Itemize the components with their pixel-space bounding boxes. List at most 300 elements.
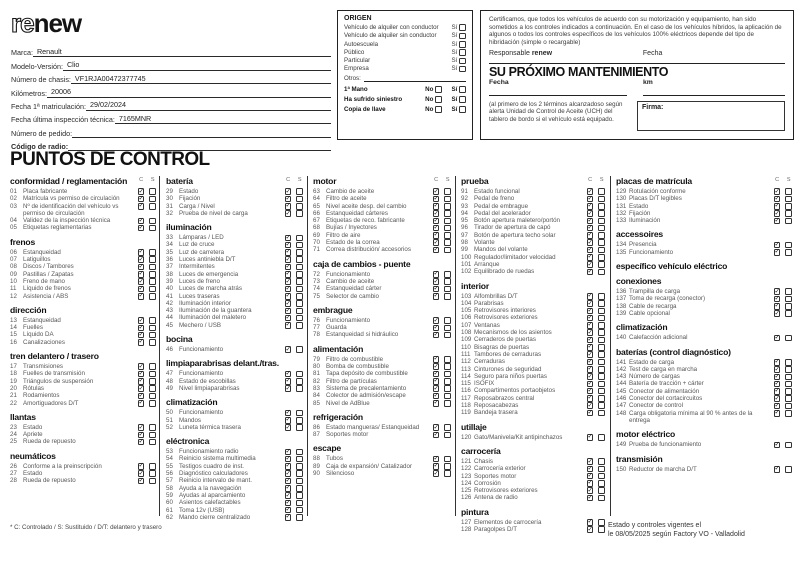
checkbox-c[interactable]: ✓ [774, 394, 780, 402]
checkbox-s[interactable] [296, 242, 303, 249]
checkbox-s[interactable] [598, 188, 605, 195]
checkbox-c[interactable]: ✓ [285, 263, 291, 271]
checkbox-s[interactable] [444, 218, 451, 225]
checkbox-s[interactable] [598, 329, 605, 336]
checkbox-s[interactable] [598, 373, 605, 380]
checkbox-c[interactable]: ✓ [433, 469, 439, 477]
checkbox-s[interactable] [598, 495, 605, 502]
checkbox-c[interactable]: ✓ [285, 187, 291, 195]
checkbox-s[interactable] [296, 188, 303, 195]
checkbox-c[interactable]: ✓ [587, 253, 593, 261]
checkbox-c[interactable]: ✓ [587, 409, 593, 416]
checkbox-s[interactable] [149, 271, 156, 278]
checkbox-s[interactable] [785, 249, 792, 256]
checkbox-c[interactable]: ✓ [587, 299, 593, 307]
checkbox-s[interactable] [598, 480, 605, 487]
checkbox-c[interactable]: ✓ [138, 202, 144, 210]
checkbox-s[interactable] [785, 388, 792, 395]
checkbox-s[interactable] [296, 256, 303, 263]
checkbox-s[interactable] [149, 286, 156, 293]
checkbox-c[interactable]: ✓ [285, 345, 291, 353]
checkbox-s[interactable] [444, 463, 451, 470]
checkbox-s[interactable] [444, 356, 451, 363]
checkbox-c[interactable]: ✓ [433, 355, 439, 363]
checkbox-s[interactable] [444, 196, 451, 203]
checkbox-c[interactable]: ✓ [433, 323, 439, 331]
checkbox-c[interactable]: ✓ [587, 433, 593, 441]
checkbox-c[interactable]: ✓ [433, 377, 439, 385]
checkbox-c[interactable]: ✓ [138, 331, 144, 339]
checkbox-s[interactable] [296, 410, 303, 417]
checkbox-c[interactable]: ✓ [433, 430, 439, 438]
checkbox-c[interactable]: ✓ [138, 263, 144, 271]
checkbox-c[interactable]: ✓ [587, 401, 593, 409]
checkbox-c[interactable]: ✓ [774, 194, 780, 202]
checkbox-s[interactable] [785, 366, 792, 373]
checkbox-s[interactable] [444, 188, 451, 195]
checkbox-s[interactable] [598, 526, 605, 533]
field-value[interactable]: Clio [63, 60, 331, 71]
checkbox-s[interactable] [598, 225, 605, 232]
checkbox-c[interactable]: ✓ [774, 380, 780, 388]
checkbox-s[interactable] [598, 308, 605, 315]
checkbox-c[interactable]: ✓ [285, 277, 291, 285]
checkbox-c[interactable]: ✓ [587, 216, 593, 224]
checkbox-s[interactable] [785, 359, 792, 366]
checkbox-s[interactable] [296, 308, 303, 315]
checkbox-c[interactable]: ✓ [285, 462, 291, 470]
checkbox-c[interactable]: ✓ [587, 379, 593, 387]
checkbox-s[interactable] [296, 514, 303, 521]
checkbox-s[interactable] [296, 271, 303, 278]
si-checkbox[interactable] [459, 106, 466, 113]
checkbox-c[interactable]: ✓ [285, 202, 291, 210]
checkbox-c[interactable]: ✓ [433, 316, 439, 324]
checkbox-c[interactable]: ✓ [138, 384, 144, 392]
si-checkbox[interactable] [459, 96, 466, 103]
checkbox-c[interactable]: ✓ [433, 209, 439, 217]
checkbox-c[interactable]: ✓ [433, 284, 439, 292]
checkbox-s[interactable] [785, 242, 792, 249]
checkbox-s[interactable] [296, 456, 303, 463]
checkbox-c[interactable]: ✓ [285, 408, 291, 416]
checkbox-s[interactable] [785, 296, 792, 303]
checkbox-s[interactable] [149, 317, 156, 324]
checkbox-s[interactable] [444, 325, 451, 332]
checkbox-c[interactable]: ✓ [587, 336, 593, 344]
checkbox-s[interactable] [149, 432, 156, 439]
checkbox-c[interactable]: ✓ [138, 399, 144, 407]
checkbox-c[interactable]: ✓ [285, 248, 291, 256]
checkbox-c[interactable]: ✓ [138, 430, 144, 438]
checkbox-c[interactable]: ✓ [138, 438, 144, 446]
checkbox-c[interactable]: ✓ [138, 187, 144, 195]
checkbox-c[interactable]: ✓ [285, 477, 291, 484]
no-checkbox[interactable] [435, 106, 442, 113]
checkbox-c[interactable]: ✓ [433, 384, 439, 392]
checkbox-c[interactable]: ✓ [138, 224, 144, 232]
checkbox-c[interactable]: ✓ [587, 350, 593, 358]
checkbox-s[interactable] [444, 271, 451, 278]
checkbox-c[interactable]: ✓ [587, 246, 593, 254]
checkbox-s[interactable] [149, 264, 156, 271]
checkbox-s[interactable] [598, 388, 605, 395]
checkbox-c[interactable]: ✓ [587, 357, 593, 365]
checkbox-s[interactable] [149, 478, 156, 485]
checkbox-s[interactable] [785, 410, 792, 417]
checkbox-s[interactable] [785, 303, 792, 310]
checkbox-c[interactable]: ✓ [285, 491, 291, 499]
checkbox-s[interactable] [149, 470, 156, 477]
checkbox-c[interactable]: ✓ [587, 306, 593, 314]
checkbox-c[interactable]: ✓ [285, 513, 291, 521]
checkbox-s[interactable] [598, 239, 605, 246]
checkbox-c[interactable]: ✓ [587, 525, 593, 533]
checkbox-s[interactable] [296, 196, 303, 203]
field-value[interactable]: 29/02/2024 [86, 100, 331, 111]
checkbox-c[interactable]: ✓ [285, 469, 291, 477]
checkbox-s[interactable] [598, 473, 605, 480]
checkbox-s[interactable] [598, 381, 605, 388]
checkbox-c[interactable]: ✓ [138, 323, 144, 331]
checkbox-c[interactable]: ✓ [138, 462, 144, 470]
checkbox-c[interactable]: ✓ [138, 270, 144, 278]
checkbox-s[interactable] [296, 463, 303, 470]
checkbox-c[interactable]: ✓ [774, 216, 780, 224]
checkbox-c[interactable]: ✓ [774, 358, 780, 366]
checkbox-c[interactable]: ✓ [587, 494, 593, 502]
checkbox-s[interactable] [296, 235, 303, 242]
checkbox-c[interactable]: ✓ [433, 462, 439, 470]
checkbox-s[interactable] [598, 293, 605, 300]
no-checkbox[interactable] [435, 96, 442, 103]
checkbox-s[interactable] [296, 322, 303, 329]
checkbox-c[interactable]: ✓ [138, 216, 144, 224]
checkbox-c[interactable]: ✓ [433, 202, 439, 210]
checkbox-c[interactable]: ✓ [138, 248, 144, 256]
checkbox-c[interactable]: ✓ [587, 314, 593, 322]
checkbox-s[interactable] [444, 293, 451, 300]
checkbox-c[interactable]: ✓ [285, 194, 291, 202]
checkbox-c[interactable]: ✓ [285, 233, 291, 241]
checkbox-s[interactable] [149, 439, 156, 446]
checkbox-c[interactable]: ✓ [587, 292, 593, 300]
checkbox-c[interactable]: ✓ [587, 267, 593, 275]
checkbox-s[interactable] [296, 492, 303, 499]
checkbox-c[interactable]: ✓ [138, 284, 144, 292]
checkbox-c[interactable]: ✓ [774, 440, 780, 448]
si-checkbox[interactable] [459, 49, 466, 56]
checkbox-c[interactable]: ✓ [587, 202, 593, 210]
checkbox-c[interactable]: ✓ [138, 338, 144, 346]
checkbox-c[interactable]: ✓ [285, 209, 291, 217]
checkbox-c[interactable]: ✓ [138, 370, 144, 378]
checkbox-s[interactable] [444, 470, 451, 477]
checkbox-c[interactable]: ✓ [774, 209, 780, 217]
checkbox-s[interactable] [149, 424, 156, 431]
checkbox-s[interactable] [149, 463, 156, 470]
checkbox-c[interactable]: ✓ [587, 387, 593, 395]
checkbox-s[interactable] [785, 374, 792, 381]
checkbox-c[interactable]: ✓ [285, 321, 291, 329]
checkbox-s[interactable] [598, 344, 605, 351]
checkbox-s[interactable] [149, 278, 156, 285]
checkbox-c[interactable]: ✓ [285, 506, 291, 514]
checkbox-c[interactable]: ✓ [433, 270, 439, 278]
checkbox-s[interactable] [444, 239, 451, 246]
checkbox-c[interactable]: ✓ [587, 209, 593, 217]
checkbox-s[interactable] [444, 400, 451, 407]
checkbox-c[interactable]: ✓ [587, 224, 593, 232]
checkbox-s[interactable] [149, 363, 156, 370]
checkbox-c[interactable]: ✓ [138, 391, 144, 399]
checkbox-c[interactable]: ✓ [587, 343, 593, 351]
checkbox-c[interactable]: ✓ [285, 416, 291, 424]
si-checkbox[interactable] [459, 58, 466, 65]
checkbox-c[interactable]: ✓ [774, 202, 780, 210]
checkbox-c[interactable]: ✓ [285, 370, 291, 378]
checkbox-c[interactable]: ✓ [774, 248, 780, 256]
km-input-line[interactable] [643, 95, 785, 96]
checkbox-s[interactable] [785, 403, 792, 410]
checkbox-c[interactable]: ✓ [587, 518, 593, 526]
checkbox-s[interactable] [296, 424, 303, 431]
checkbox-s[interactable] [296, 210, 303, 217]
checkbox-s[interactable] [785, 395, 792, 402]
checkbox-c[interactable]: ✓ [138, 423, 144, 431]
checkbox-c[interactable]: ✓ [587, 394, 593, 402]
no-checkbox[interactable] [435, 86, 442, 93]
checkbox-c[interactable]: ✓ [587, 328, 593, 336]
checkbox-s[interactable] [444, 456, 451, 463]
checkbox-s[interactable] [296, 371, 303, 378]
checkbox-c[interactable]: ✓ [587, 194, 593, 202]
checkbox-c[interactable]: ✓ [433, 455, 439, 463]
checkbox-s[interactable] [296, 286, 303, 293]
checkbox-s[interactable] [149, 332, 156, 339]
checkbox-c[interactable]: ✓ [138, 255, 144, 263]
field-value[interactable]: Renault [33, 47, 331, 58]
checkbox-s[interactable] [444, 378, 451, 385]
checkbox-s[interactable] [598, 203, 605, 210]
checkbox-s[interactable] [444, 371, 451, 378]
checkbox-s[interactable] [598, 434, 605, 441]
checkbox-c[interactable]: ✓ [285, 484, 291, 492]
checkbox-s[interactable] [598, 487, 605, 494]
checkbox-c[interactable]: ✓ [774, 409, 780, 417]
checkbox-c[interactable]: ✓ [774, 365, 780, 373]
checkbox-c[interactable]: ✓ [433, 238, 439, 246]
checkbox-s[interactable] [296, 478, 303, 485]
checkbox-s[interactable] [444, 363, 451, 370]
checkbox-s[interactable] [296, 300, 303, 307]
checkbox-s[interactable] [149, 249, 156, 256]
checkbox-s[interactable] [598, 519, 605, 526]
checkbox-c[interactable]: ✓ [774, 465, 780, 473]
checkbox-c[interactable]: ✓ [587, 365, 593, 373]
checkbox-c[interactable]: ✓ [433, 423, 439, 431]
checkbox-c[interactable]: ✓ [587, 321, 593, 329]
checkbox-c[interactable]: ✓ [285, 314, 291, 322]
field-value[interactable]: VF1RJA00472377745 [71, 74, 331, 85]
checkbox-s[interactable] [598, 210, 605, 217]
checkbox-c[interactable]: ✓ [774, 187, 780, 195]
checkbox-s[interactable] [149, 378, 156, 385]
checkbox-c[interactable]: ✓ [587, 464, 593, 472]
checkbox-c[interactable]: ✓ [774, 295, 780, 303]
checkbox-c[interactable]: ✓ [138, 469, 144, 477]
checkbox-c[interactable]: ✓ [285, 498, 291, 506]
checkbox-s[interactable] [598, 359, 605, 366]
checkbox-s[interactable] [598, 458, 605, 465]
checkbox-s[interactable] [149, 196, 156, 203]
checkbox-c[interactable]: ✓ [587, 187, 593, 195]
checkbox-c[interactable]: ✓ [285, 284, 291, 292]
checkbox-s[interactable] [149, 393, 156, 400]
checkbox-c[interactable]: ✓ [587, 231, 593, 239]
checkbox-s[interactable] [444, 317, 451, 324]
checkbox-s[interactable] [296, 278, 303, 285]
checkbox-s[interactable] [598, 300, 605, 307]
checkbox-s[interactable] [296, 485, 303, 492]
checkbox-s[interactable] [785, 203, 792, 210]
checkbox-c[interactable]: ✓ [587, 238, 593, 246]
checkbox-c[interactable]: ✓ [138, 194, 144, 202]
checkbox-s[interactable] [149, 385, 156, 392]
checkbox-s[interactable] [296, 249, 303, 256]
checkbox-c[interactable]: ✓ [433, 246, 439, 254]
checkbox-s[interactable] [444, 432, 451, 439]
checkbox-s[interactable] [598, 261, 605, 268]
checkbox-c[interactable]: ✓ [587, 486, 593, 494]
checkbox-s[interactable] [598, 196, 605, 203]
checkbox-s[interactable] [598, 322, 605, 329]
checkbox-c[interactable]: ✓ [138, 292, 144, 300]
checkbox-s[interactable] [598, 247, 605, 254]
checkbox-s[interactable] [296, 470, 303, 477]
checkbox-c[interactable]: ✓ [138, 377, 144, 385]
fecha-input-line[interactable] [489, 63, 785, 64]
checkbox-c[interactable]: ✓ [285, 299, 291, 307]
checkbox-c[interactable]: ✓ [774, 402, 780, 410]
checkbox-c[interactable]: ✓ [433, 194, 439, 202]
si-checkbox[interactable] [459, 33, 466, 40]
checkbox-c[interactable]: ✓ [285, 377, 291, 385]
checkbox-s[interactable] [149, 256, 156, 263]
checkbox-c[interactable]: ✓ [587, 472, 593, 480]
checkbox-s[interactable] [296, 417, 303, 424]
field-value[interactable]: 7165MNR [115, 114, 331, 125]
checkbox-c[interactable]: ✓ [138, 316, 144, 324]
checkbox-c[interactable]: ✓ [285, 292, 291, 300]
checkbox-c[interactable]: ✓ [774, 333, 780, 341]
checkbox-s[interactable] [444, 203, 451, 210]
checkbox-s[interactable] [444, 332, 451, 339]
si-checkbox[interactable] [459, 66, 466, 73]
checkbox-s[interactable] [598, 269, 605, 276]
checkbox-s[interactable] [444, 225, 451, 232]
checkbox-c[interactable]: ✓ [774, 241, 780, 249]
checkbox-s[interactable] [296, 500, 303, 507]
checkbox-c[interactable]: ✓ [587, 372, 593, 380]
checkbox-c[interactable]: ✓ [433, 362, 439, 370]
checkbox-s[interactable] [598, 402, 605, 409]
checkbox-s[interactable] [296, 346, 303, 353]
checkbox-c[interactable]: ✓ [285, 306, 291, 314]
checkbox-c[interactable]: ✓ [774, 309, 780, 317]
checkbox-c[interactable]: ✓ [138, 477, 144, 484]
checkbox-s[interactable] [598, 254, 605, 261]
checkbox-c[interactable]: ✓ [285, 384, 291, 392]
checkbox-s[interactable] [296, 203, 303, 210]
field-value[interactable]: 20006 [47, 87, 331, 98]
si-checkbox[interactable] [459, 24, 466, 31]
checkbox-s[interactable] [296, 449, 303, 456]
checkbox-s[interactable] [785, 310, 792, 317]
checkbox-s[interactable] [149, 203, 156, 210]
otros-input-line[interactable] [364, 75, 466, 82]
checkbox-c[interactable]: ✓ [138, 362, 144, 370]
checkbox-c[interactable]: ✓ [433, 216, 439, 224]
checkbox-s[interactable] [149, 325, 156, 332]
checkbox-s[interactable] [296, 264, 303, 271]
checkbox-c[interactable]: ✓ [285, 255, 291, 263]
checkbox-c[interactable]: ✓ [774, 387, 780, 395]
checkbox-c[interactable]: ✓ [774, 372, 780, 380]
checkbox-c[interactable]: ✓ [433, 292, 439, 300]
checkbox-s[interactable] [785, 466, 792, 473]
checkbox-c[interactable]: ✓ [587, 457, 593, 465]
checkbox-s[interactable] [444, 286, 451, 293]
checkbox-s[interactable] [785, 218, 792, 225]
checkbox-c[interactable]: ✓ [774, 287, 780, 295]
checkbox-s[interactable] [149, 218, 156, 225]
checkbox-s[interactable] [785, 335, 792, 342]
checkbox-s[interactable] [149, 339, 156, 346]
checkbox-s[interactable] [296, 378, 303, 385]
checkbox-c[interactable]: ✓ [285, 241, 291, 249]
checkbox-s[interactable] [444, 424, 451, 431]
checkbox-s[interactable] [598, 366, 605, 373]
checkbox-c[interactable]: ✓ [285, 447, 291, 455]
checkbox-s[interactable] [444, 210, 451, 217]
checkbox-c[interactable]: ✓ [138, 277, 144, 285]
checkbox-s[interactable] [149, 400, 156, 407]
checkbox-s[interactable] [598, 218, 605, 225]
checkbox-s[interactable] [598, 395, 605, 402]
checkbox-c[interactable]: ✓ [433, 370, 439, 378]
checkbox-c[interactable]: ✓ [285, 270, 291, 278]
field-value[interactable] [72, 128, 331, 138]
checkbox-s[interactable] [444, 232, 451, 239]
checkbox-c[interactable]: ✓ [433, 331, 439, 339]
si-checkbox[interactable] [459, 86, 466, 93]
checkbox-s[interactable] [785, 210, 792, 217]
checkbox-s[interactable] [785, 188, 792, 195]
checkbox-s[interactable] [444, 385, 451, 392]
checkbox-s[interactable] [785, 381, 792, 388]
checkbox-s[interactable] [149, 293, 156, 300]
checkbox-s[interactable] [444, 247, 451, 254]
checkbox-s[interactable] [444, 393, 451, 400]
checkbox-s[interactable] [598, 232, 605, 239]
checkbox-s[interactable] [598, 315, 605, 322]
next-fecha-input-line[interactable] [489, 95, 627, 96]
checkbox-s[interactable] [149, 225, 156, 232]
checkbox-c[interactable]: ✓ [587, 479, 593, 487]
checkbox-c[interactable]: ✓ [433, 231, 439, 239]
signature-box[interactable] [637, 101, 785, 131]
